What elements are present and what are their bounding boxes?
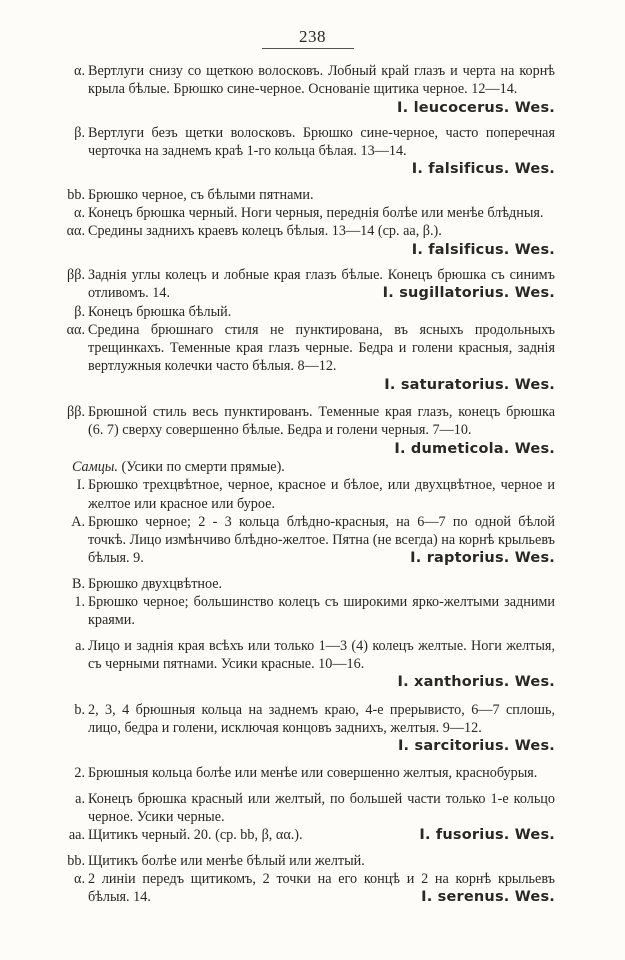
key-entry <box>0 593 625 630</box>
species-name: I. dumeticola. Wes. <box>394 440 555 457</box>
key-entry <box>0 204 625 222</box>
entry-text: Щитикъ черный. 20. (ср. bb, β, αα.). <box>88 827 303 844</box>
entry-marker: ββ. <box>67 266 85 283</box>
key-entry <box>0 513 625 568</box>
species-name: I. serenus. Wes. <box>421 889 555 906</box>
heading-note: (Усики по смерти прямые). <box>121 458 285 475</box>
key-entry <box>0 870 625 907</box>
species-name: I. sugillatorius. Wes. <box>382 285 555 302</box>
entry-text: Заднія углы колецъ и лобные края глазъ бѣлые. Конецъ брюшка съ синимъ отливомъ. 14. <box>88 266 555 302</box>
entry-text: Брюшко двухцвѣтное. <box>88 575 223 592</box>
key-entry <box>0 826 625 844</box>
entry-text: Средины заднихъ краевъ колецъ бѣлыя. 13—14 (ср. аа, β.). <box>88 223 442 240</box>
entry-marker: β. <box>74 303 85 320</box>
entry-marker: ββ. <box>67 404 85 421</box>
key-entry <box>0 701 625 756</box>
entry-marker: α. <box>74 205 85 222</box>
entry-text: Брюшко черное; 2 - 3 кольца блѣдно-красныя, на 6—7 по одной бѣлой точкѣ. Лицо измѣнчиво блѣдно-желтое. Пятна (не всегда) на корнѣ крыльевъ бѣлыя. 9. <box>88 513 555 567</box>
entry-text: Щитикъ болѣе или менѣе бѣлый или желтый. <box>88 852 365 869</box>
species-name: I. falsificus. Wes. <box>411 241 555 258</box>
entry-text: Лицо и заднія края всѣхъ или только 1—3 (4) колецъ желтые. Ноги желтыя, съ черными пятнами. Усики красные. 10—16. <box>88 637 555 672</box>
entry-marker: α. <box>74 63 85 79</box>
entry-marker: bb. <box>67 186 85 203</box>
entry-text: Конецъ брюшка красный или желтый, по большей части только 1-е кольцо черное. Усики черные. <box>88 790 555 825</box>
entry-marker: 2. <box>74 765 85 782</box>
species-name: I. fusorius. Wes. <box>419 827 555 844</box>
section-heading <box>0 458 625 476</box>
entry-marker: a. <box>75 790 85 807</box>
key-entry <box>0 637 625 692</box>
entry-text: Брюшко черное; большинство колецъ съ широкими ярко-желтыми задними краями. <box>88 594 555 629</box>
entry-marker: bb. <box>67 852 85 869</box>
key-entry <box>0 266 625 303</box>
key-entry <box>0 222 625 259</box>
entry-text: Средина брюшнаго стиля не пунктирована, въ ясныхъ продольныхъ трещинкахъ. Теменные края глазъ черные. Бедра и голени красныя, заднія вертлужныя колечки часто бѣлыя. 8—12. <box>88 321 555 375</box>
key-entry <box>0 321 625 394</box>
species-name: I. xanthorius. Wes. <box>397 674 555 691</box>
key-entry <box>0 303 625 321</box>
key-entry <box>0 403 625 458</box>
key-entry <box>0 575 625 593</box>
entry-marker: 1. <box>74 594 85 611</box>
key-entry <box>0 186 625 204</box>
entry-text: Брюшной стиль весь пунктированъ. Теменные края глазъ, конецъ брюшка (6. 7) сверху совершенно бѣлые. Бедра и голени черныя. 7—10. <box>88 404 555 439</box>
header-rule <box>262 48 354 49</box>
key-entry <box>0 124 625 179</box>
entry-text: Брюшныя кольца болѣе или менѣе или совершенно желтыя, краснобурыя. <box>88 765 538 782</box>
entry-text: Конецъ брюшка черный. Ноги черныя, переднія болѣе или менѣе блѣдныя. <box>88 205 544 222</box>
key-entry <box>0 62 625 117</box>
species-name: I. leucocerus. Wes. <box>397 99 555 116</box>
heading-label: Самцы. <box>72 458 118 475</box>
species-name: I. saturatorius. Wes. <box>384 376 555 393</box>
entry-marker: I. <box>76 477 85 494</box>
key-entry <box>0 764 625 782</box>
key-entry <box>0 476 625 513</box>
entry-marker: B. <box>71 575 85 592</box>
page-number: 238 <box>299 27 326 46</box>
entry-text: Брюшко трехцвѣтное, черное, красное и бѣлое, или двухцвѣтное, черное и желтое или красное или бурое. <box>88 477 555 512</box>
entry-marker: a. <box>75 637 85 654</box>
key-entry <box>0 790 625 827</box>
key-text <box>0 62 625 906</box>
species-name: I. raptorius. Wes. <box>410 550 555 567</box>
entry-marker: αα. <box>66 321 85 338</box>
entry-text: Конецъ брюшка бѣлый. <box>88 303 232 320</box>
species-name: I. sarcitorius. Wes. <box>397 738 555 755</box>
entry-text: 2 линіи передъ щитикомъ, 2 точки на его концѣ и 2 на корнѣ крыльевъ бѣлыя. 14. <box>88 870 555 906</box>
entry-marker: b. <box>74 701 85 718</box>
entry-marker: αα. <box>66 223 85 240</box>
entry-text: Вертлуги снизу со щеткою волосковъ. Лобный край глазъ и черта на корнѣ крыла бѣлые. Брюшко сине-черное. Основаніе щитика черное. 12—14. <box>88 63 555 98</box>
entry-marker: aa. <box>68 827 85 844</box>
entry-marker: α. <box>74 870 85 887</box>
species-name: I. falsificus. Wes. <box>411 161 555 178</box>
entry-text: Вертлуги безъ щетки волосковъ. Брюшко сине-черное, часто поперечная черточка на заднемъ краѣ 1-го кольца бѣлая. 13—14. <box>88 124 555 160</box>
key-entry <box>0 852 625 870</box>
entry-text: Брюшко черное, съ бѣлыми пятнами. <box>88 186 314 203</box>
entry-text: 2, 3, 4 брюшныя кольца на заднемъ краю, 4-е прерывисто, 6—7 сплошь, лицо, бедра и голени, исключая концовъ заднихъ, желтыя. 9—12. <box>88 701 555 736</box>
entry-marker: A. <box>71 513 85 530</box>
entry-marker: β. <box>74 124 85 141</box>
